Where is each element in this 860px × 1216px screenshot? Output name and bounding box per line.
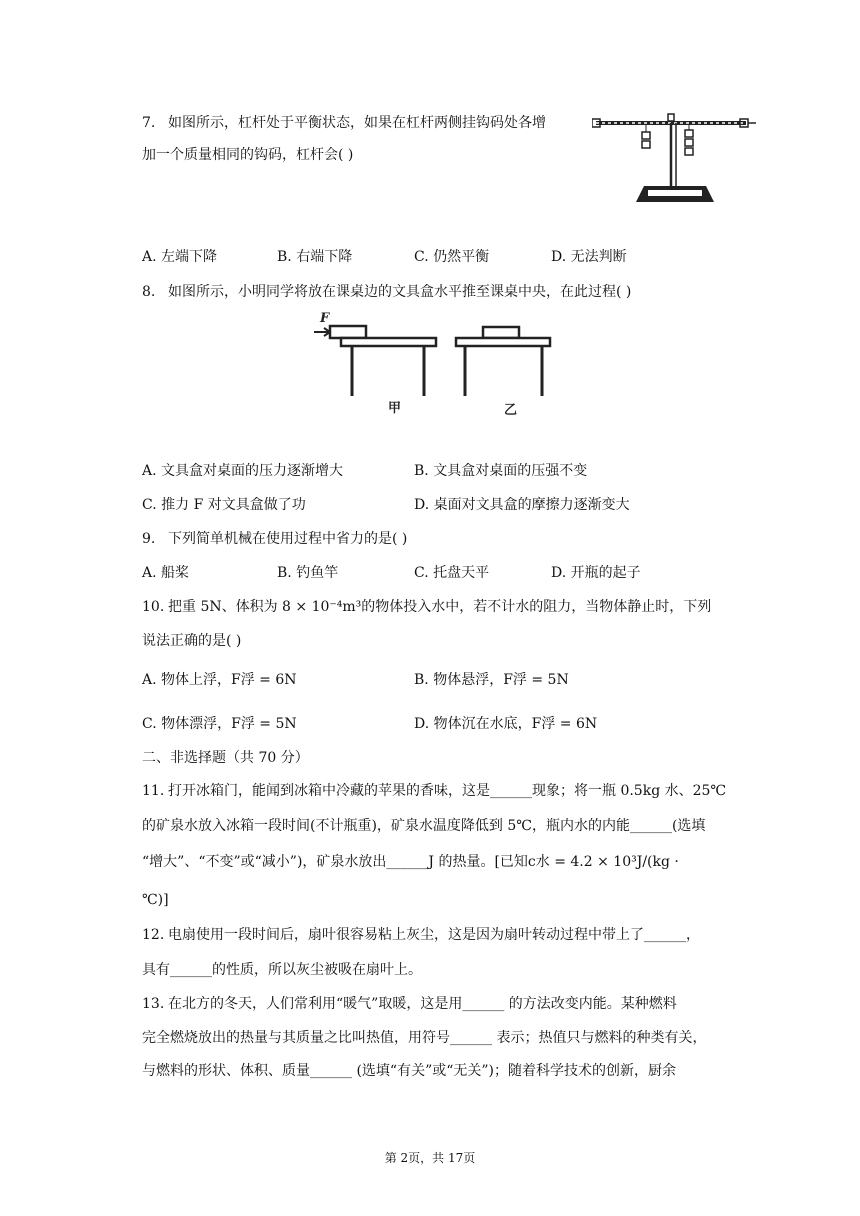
q12-line2: 具有______的性质，所以灰尘被吸在扇叶上。	[142, 962, 422, 978]
q13-number: 13.	[142, 996, 165, 1012]
q10-line1	[142, 597, 711, 617]
q13-line1	[142, 994, 677, 1014]
q11-line3: “增大”、“不变”或“减小”)，矿泉水放出______J 的热量。[已知c水 = 4.2 × 10³J/(kg ·	[142, 854, 679, 870]
q12-line1	[142, 925, 700, 945]
desk-figure	[306, 310, 556, 420]
q10-text-2: 说法正确的是( )	[142, 633, 242, 649]
q10-option-d: D. 物体沉在水底，F浮 = 6N	[414, 716, 598, 732]
q8-line1	[142, 282, 631, 302]
q7-option-c: C. 仍然平衡	[414, 249, 490, 265]
q9-option-c: C. 托盘天平	[414, 565, 490, 581]
q7-option-b: B. 右端下降	[277, 249, 353, 265]
q9-option-b: B. 钓鱼竿	[277, 565, 339, 581]
q11-line1	[142, 781, 726, 801]
lever-figure	[592, 110, 762, 210]
q9-line1	[142, 529, 407, 549]
section-heading: 二、非选择题（共 70 分）	[142, 750, 309, 766]
q9-text-1: 下列简单机械在使用过程中省力的是( )	[168, 531, 408, 547]
q11-number: 11.	[142, 783, 165, 799]
q13-line3: 与燃料的形状、体积、质量______ (选填“有关”或“无关”)；随着科学技术的创新，厨余	[142, 1063, 677, 1079]
q7-text-1: 如图所示，杠杆处于平衡状态，如果在杠杆两侧挂钩码处各增	[168, 115, 546, 131]
q11-text-1: 打开冰箱门，能闻到冰箱中冷藏的苹果的香味，这是______现象；将一瓶 0.5kg 水、25℃	[168, 783, 727, 799]
q12-text-1: 电扇使用一段时间后，扇叶很容易粘上灰尘，这是因为扇叶转动过程中带上了______，	[168, 927, 700, 943]
page-footer: 第 2页，共 17页	[384, 1151, 476, 1165]
q7-option-d: D. 无法判断	[551, 249, 627, 265]
q10-number: 10.	[142, 599, 165, 615]
q8-option-c: C. 推力 F 对文具盒做了功	[142, 497, 306, 513]
q13-line2: 完全燃烧放出的热量与其质量之比叫热值，用符号______ 表示；热值只与燃料的种类有关，	[142, 1030, 707, 1046]
q7-number: 7.	[142, 115, 156, 131]
q11-line4: ℃)]	[142, 892, 169, 908]
q7-option-a: A. 左端下降	[142, 249, 218, 265]
force-label: F	[320, 311, 330, 326]
q7-line1	[142, 113, 546, 133]
q11-line2: 的矿泉水放入冰箱一段时间(不计瓶重)，矿泉水温度降低到 5℃，瓶内水的内能______(选填	[142, 818, 706, 834]
q10-line2	[142, 631, 241, 651]
q7-line2	[142, 145, 353, 165]
q9-number: 9.	[142, 531, 156, 547]
q10-option-b: B. 物体悬浮，F浮 = 5N	[414, 672, 569, 688]
q10-text-1: 把重 5N、体积为 8 × 10⁻⁴m³的物体投入水中，若不计水的阻力，当物体静止时，下列	[168, 599, 712, 615]
q8-option-b: B. 文具盒对桌面的压强不变	[414, 463, 588, 479]
q9-option-d: D. 开瓶的起子	[551, 565, 641, 581]
q13-text-1: 在北方的冬天，人们常利用“暖气”取暖，这是用______ 的方法改变内能。某种燃料	[168, 996, 677, 1012]
q12-number: 12.	[142, 927, 165, 943]
q8-number: 8.	[142, 284, 156, 300]
q8-option-a: A. 文具盒对桌面的压力逐渐增大	[142, 463, 344, 479]
q8-option-d: D. 桌面对文具盒的摩擦力逐渐变大	[414, 497, 630, 513]
figure-label-jia: 甲	[388, 401, 402, 416]
q10-option-c: C. 物体漂浮，F浮 = 5N	[142, 716, 297, 732]
q7-text-2: 加一个质量相同的钩码，杠杆会( )	[142, 147, 354, 163]
figure-label-yi: 乙	[504, 403, 518, 418]
q9-option-a: A. 船桨	[142, 565, 190, 581]
q8-text-1: 如图所示，小明同学将放在课桌边的文具盒水平推至课桌中央，在此过程( )	[168, 284, 632, 300]
q10-option-a: A. 物体上浮，F浮 = 6N	[142, 672, 297, 688]
